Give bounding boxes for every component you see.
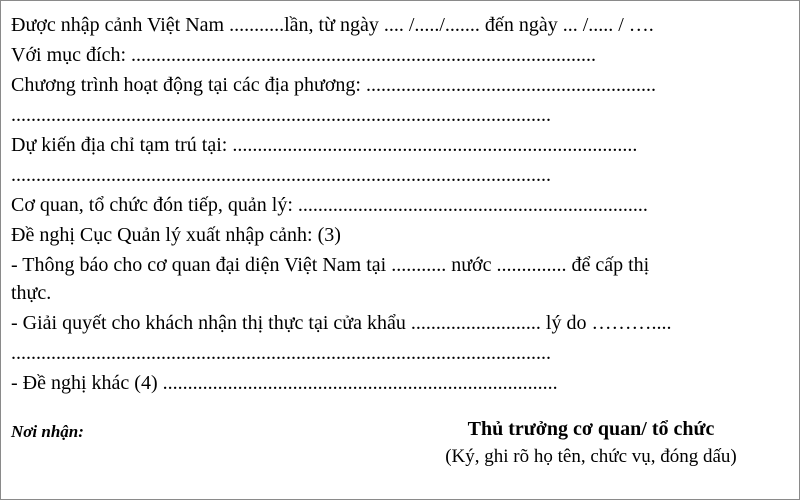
other-request-line: - Đề nghị khác (4) ............................................................................... xyxy=(11,372,558,394)
host-organization-line: Cơ quan, tổ chức đón tiếp, quản lý: ...................................................................... xyxy=(11,194,648,216)
temporary-address-line: Dự kiến địa chỉ tạm trú tại: ................................................................................. xyxy=(11,134,638,156)
request-immigration-line: Đề nghị Cục Quản lý xuất nhập cảnh: (3) xyxy=(11,224,341,246)
border-visa-continuation-line: ............................................................................................................ xyxy=(11,342,551,364)
local-program-continuation-line: ............................................................................................................ xyxy=(11,104,551,126)
signer-note: (Ký, ghi rõ họ tên, chức vụ, đóng dấu) xyxy=(445,446,737,467)
temporary-address-continuation-line: ............................................................................................................ xyxy=(11,164,551,186)
local-program-line: Chương trình hoạt động tại các địa phương: .......................................................... xyxy=(11,74,656,96)
receivers-label: Nơi nhận: xyxy=(11,422,84,441)
signer-title: Thủ trưởng cơ quan/ tổ chức xyxy=(467,418,715,440)
purpose-line: Với mục đích: ............................................................................................. xyxy=(11,44,596,66)
notify-mission-continuation-line: thực. xyxy=(11,282,52,304)
entry-count-date-line: Được nhập cảnh Việt Nam ...........lần, từ ngày .... /...../....... đến ngày ... /..... / …. xyxy=(11,14,654,36)
notify-mission-line: - Thông báo cho cơ quan đại diện Việt Nam tại ........... nước .............. để cấp thị xyxy=(11,254,650,276)
border-visa-line: - Giải quyết cho khách nhận thị thực tại cửa khẩu .......................... lý do ……….... xyxy=(11,312,672,334)
